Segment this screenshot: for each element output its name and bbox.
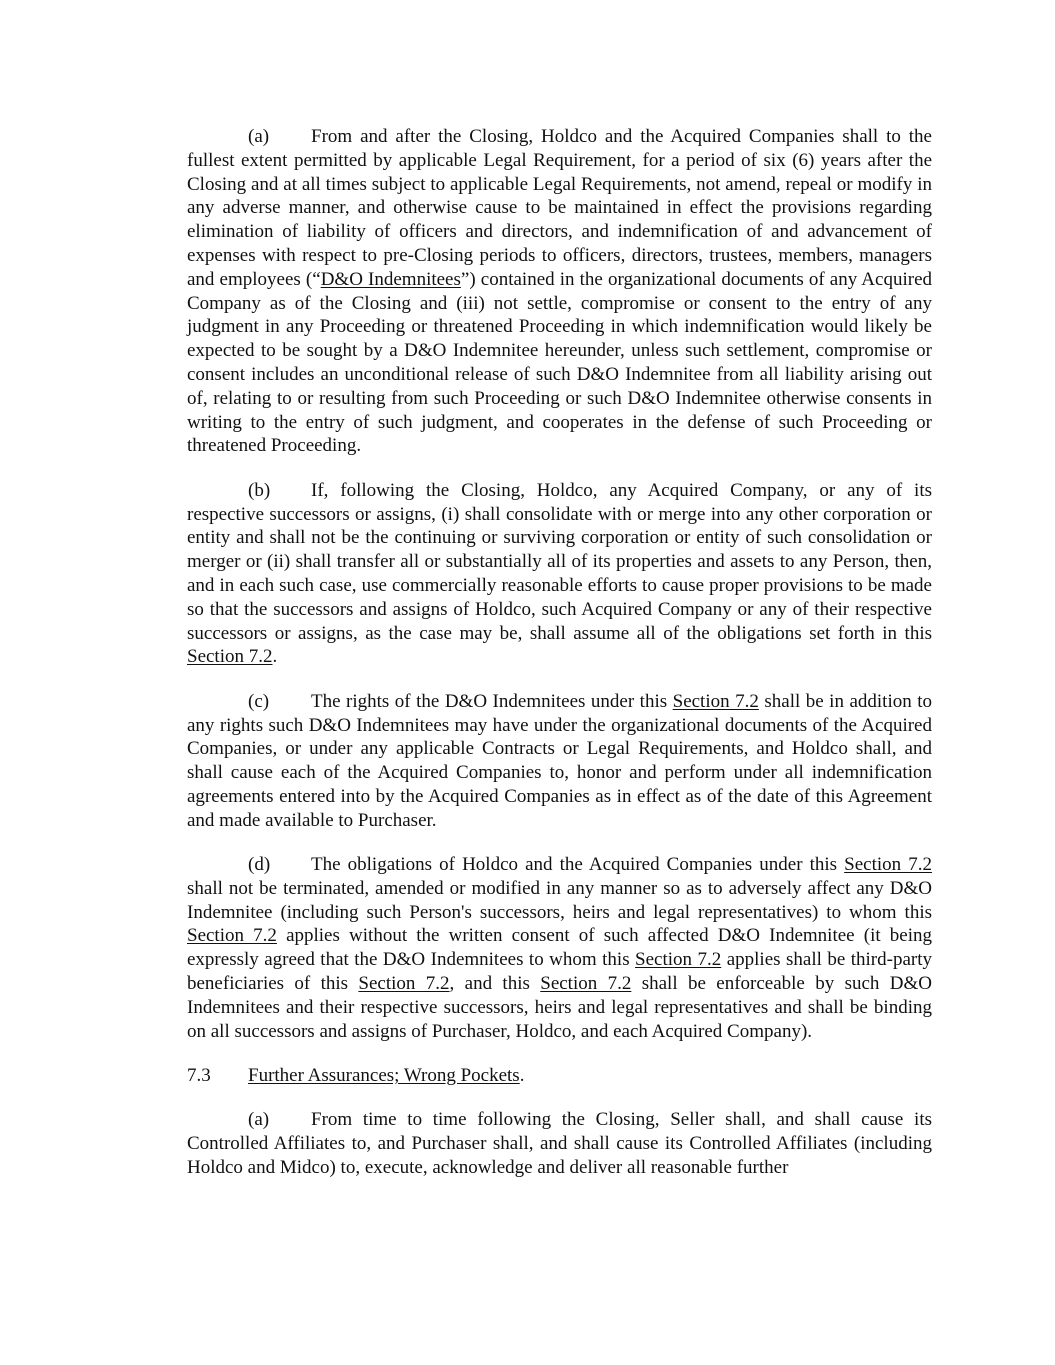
section-reference: Section 7.2 — [187, 925, 277, 947]
paragraph-a — [187, 125, 932, 458]
paragraph-7-3-a — [187, 1108, 932, 1179]
paragraph-label: (d) — [248, 854, 271, 876]
section-number: 7.3 — [187, 1065, 211, 1087]
section-title: Further Assurances; Wrong Pockets — [248, 1065, 520, 1087]
paragraph-text: From time to time following the Closing, Seller shall, and shall cause its Controlled Affiliates to, and Purchaser shall, and shall cause its Controlled Affiliates (including Holdco and Midco) to, execute, acknowledge and deliver all reasonable further — [187, 1109, 932, 1179]
section-title-trailing: . — [519, 1065, 525, 1087]
paragraph-text: , and this — [449, 973, 541, 995]
section-reference: Section 7.2 — [672, 690, 759, 712]
paragraph-c — [187, 690, 932, 833]
paragraph-text: applies without the written consent of such affected D&O Indemnitee (it being expressly agreed that the D&O Indemnitees to whom this — [187, 925, 932, 971]
paragraph-d — [187, 853, 932, 1043]
paragraph-text: ”) contained in the organizational documents of any Acquired Company as of the Closing and (iii) not settle, compromise or consent to the entry of any judgment in any Proceeding or threatened Proceeding in which indemnification would likely be expected to be sought by a D&O Indemnitee hereunder, unless such settlement, compromise or consent includes an unconditional release of such D&O Indemnitee from all liability arising out of, relating to or resulting from such Proceeding or such D&O Indemnitee otherwise consents in writing to the entry of such judgment, and cooperates in the defense of such Proceeding or threatened Proceeding. — [187, 268, 932, 457]
defined-term-do-indemnitees: D&O Indemnitees — [320, 268, 461, 290]
section-reference: Section 7.2 — [187, 646, 273, 668]
section-reference: Section 7.2 — [358, 973, 450, 995]
section-reference: Section 7.2 — [540, 973, 632, 995]
paragraph-b — [187, 479, 932, 669]
paragraph-label: (a) — [248, 1109, 270, 1131]
paragraph-text: From and after the Closing, Holdco and the Acquired Companies shall to the fullest extent permitted by applicable Legal Requirement, for a period of six (6) years after the Closing and at all times subject to applicable Legal Requirements, not amend, repeal or modify in any adverse manner, and otherwise cause to be maintained in effect the provisions regarding elimination of liability of officers and directors, and indemnification of and advancement of expenses with respect to pre-Closing periods to officers, directors, trustees, members, managers and employees (“ — [187, 126, 932, 290]
paragraph-label: (b) — [248, 479, 271, 501]
paragraph-text: If, following the Closing, Holdco, any Acquired Company, or any of its respective successors or assigns, (i) shall consolidate with or merge into any other corporation or entity and shall not be the continuing or surviving corporation or entity of such consolidation or merger or (ii) shall transfer all or substantially all of its properties and assets to any Person, then, and in each such case, use commercially reasonable efforts to cause proper provisions to be made so that the successors and assigns of Holdco, such Acquired Company or any of their respective successors or assigns, as the case may be, shall assume all of the obligations set forth in this — [187, 479, 932, 644]
paragraph-text: shall not be terminated, amended or modified in any manner so as to adversely affect any D&O Indemnitee (including such Person's successors, heirs and legal representatives) to whom this — [187, 877, 932, 923]
section-reference: Section 7.2 — [635, 949, 722, 971]
paragraph-label: (c) — [248, 690, 270, 712]
paragraph-text: The obligations of Holdco and the Acquired Companies under this — [311, 854, 845, 876]
section-reference: Section 7.2 — [844, 854, 933, 876]
paragraph-text: applies shall be third-party beneficiaries of this — [187, 949, 932, 995]
paragraph-text: shall be in addition to any rights such D&O Indemnitees may have under the organizational documents of the Acquired Companies, or under any applicable Contracts or Legal Requirements, and Holdco shall, and shall cause each of the Acquired Companies to, honor and perform under all indemnification agreements entered into by the Acquired Companies as in effect as of the date of this Agreement and made available to Purchaser. — [187, 690, 932, 831]
paragraph-text: shall be enforceable by such D&O Indemnitees and their respective successors, heirs and legal representatives and shall be binding on all successors and assigns of Purchaser, Holdco, and each Acquired Company). — [187, 973, 932, 1042]
paragraph-text: The rights of the D&O Indemnitees under this — [311, 690, 673, 712]
section-heading-7-3 — [187, 1064, 932, 1088]
document-page — [187, 125, 932, 1180]
paragraph-text: . — [272, 646, 278, 668]
paragraph-label: (a) — [248, 126, 270, 147]
